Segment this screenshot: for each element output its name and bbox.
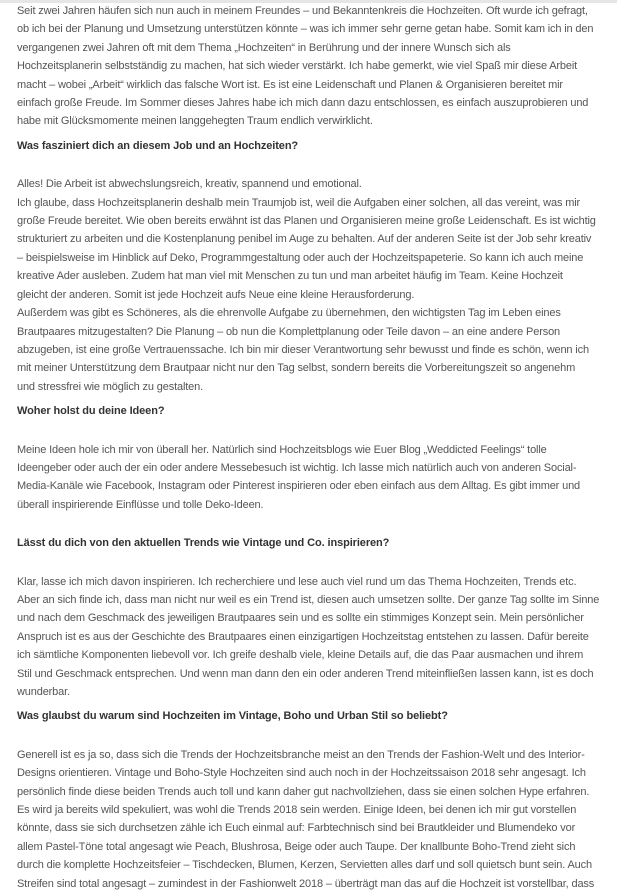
heading-fascination: Was fasziniert dich an diesem Job und an Hochzeiten?	[17, 139, 299, 152]
vintage-paragraph: Generell ist es ja so, dass sich die Trends der Hochzeitsbranche meist an den Trends der Fashion-Welt und des Interior- Designs orientieren. Vintage und Boho-Style Hochzeiten sind auch noch in der Hochzeitssaison 2018 sehr angesagt. Ich persönlich finde diese beiden Trends auch toll und kann daher gut nachvollziehen, dass sie einen solchen Hype erfahren. Es wird ja bereits wild spekuliert, was wohl die Trends 2018 sein werden. Einige Ideen, bei denen ich mir gut vorstellen könnte, dass sie sich durchsetzen zähle ich Euch einmal auf: Farbtechnisch sind bei Brautkleider und Blumendeko vor allem Pastel-Töne total angesagt wie Peach, Blushrosa, Beige oder auch Taupe. Der knallbunte Boho-Trend zieht sich durch die komplette Hochzeitsfeier – Tischdecken, Blumen, Kerzen, Servietten alles darf und soll quietsch bunt sein. Auch Streifen sind total angesagt – zumindest in der Fashionwelt 2018 – überträgt man das auf die Hochzeit ist vorstellbar, dass	[17, 748, 595, 890]
heading-vintage: Was glaubst du warum sind Hochzeiten im Vintage, Boho und Urban Stil so beliebt?	[17, 710, 448, 723]
ideas-paragraph: Meine Ideen hole ich mir von überall her. Natürlich sind Hochzeitsblogs wie Euer Blog „Weddicted Feelings“ tolle Ideengeber oder auch der ein oder andere Messebesuch ist wichtig. Ich lasse mich natürlich auch von anderen Social- Media-Kanäle wie Facebook, Instagram oder Pinterest inspirieren oder eben einfach aus dem Alltag. Es gibt immer und überall inspirierende Einflüsse und tolle Deko-Ideen.	[17, 443, 581, 511]
heading-trends: Lässt du dich von den aktuellen Trends wie Vintage und Co. inspirieren?	[17, 537, 390, 550]
heading-ideas: Woher holst du deine Ideen?	[17, 405, 165, 418]
fascination-paragraph: Alles! Die Arbeit ist abwechslungsreich, kreativ, spannend und emotional. Ich glaube, dass Hochzeitsplanerin deshalb mein Traumjob ist, weil die Aufgaben einer solchen, all das vereint, was mir große Freude bereitet. Wie oben bereits erwähnt ist das Planen und Organisieren meine große Leidenschaft. Es ist wichtig strukturiert zu arbeiten und die Kostenplanung penibel im Auge zu behalten. Auf der anderen Seite ist der Job sehr kreativ – beispielsweise im Hinblick auf Deko, Programmgestaltung oder auch der Hochzeitspapeterie. So kann ich auch meine kreative Ader ausleben. Zudem hat man viel mit Menschen zu tun und man arbeitet häufig im Team. Keine Hochzeit gleicht der anderen. Somit ist jede Hochzeit aufs Neue eine kleine Herausforderung. Außerdem was gibt es Schöneres, als die ehrenvolle Aufgabe zu übernehmen, den wichtigsten Tag im Leben eines Brautpaares mitzugestalten? Die Planung – ob nun die Komplettplanung oder Teile davon – an eine andere Person abzugeben, ist eine große Vertrauenssache. Ich bin mir dieser Verantwortung sehr bewusst und finde es schön, wenn ich mit meiner Unterstützung dem Brautpaar nicht nur den Tag selbst, sondern bereits die Vorbereitungszeit so angenehm und stressfrei wie möglich zu gestalten.	[17, 178, 596, 393]
intro-paragraph: Seit zwei Jahren häufen sich nun auch in meinem Freundes – und Bekanntenkreis die Hochzeiten. Oft wurde ich gefragt, ob ich bei der Planung und Umsetzung unterstützen könnte – was ich immer sehr gerne getan habe. Somit kam ich in den vergangenen zwei Jahren oft mit dem Thema „Hochzeiten“ in Berührung und der innere Wunsch sich als Hochzeitsplanerin selbstständig zu machen, hat sich wieder verstärkt. Ich habe gemerkt, wie viel Spaß mir diese Arbeit macht – wobei „Arbeit“ wirklich das falsche Wort ist. Es ist eine Leidenschaft und Planen & Organisieren bereitet mir einfach große Freude. Im Sommer dieses Jahres habe ich mich dann dazu entschlossen, es einfach auszuprobieren und habe mit Glücksmomente meinen langgehegten Traum endlich verwirklicht.	[17, 5, 594, 128]
trends-paragraph: Klar, lasse ich mich davon inspirieren. Ich recherchiere und lese auch viel rund um das Thema Hochzeiten, Trends etc. Aber an sich finde ich, dass man nicht nur weil es ein Trend ist, diesen auch umsetzen sollte. Der ganze Tag sollte im Sinne und nach dem Geschmack des jeweiligen Brautpaares sein und es sollte ein stimmiges Konzept sein. Mein persönlicher Anspruch ist es aus der Geschichte des Brautpaares einen einzigartigen Hochzeitstag entstehen zu lassen. Dafür bereite ich sämtliche Komponenten liebevoll vor. Ich greife deshalb viele, kleine Details auf, die das Paar ausmachen und ihrem Stil und Geschmack entsprechen. Und wenn man dann den ein oder anderen Trend miteinfließen lassen kann, ist es doch wunderbar.	[17, 575, 600, 698]
article-body	[17, 2, 614, 893]
